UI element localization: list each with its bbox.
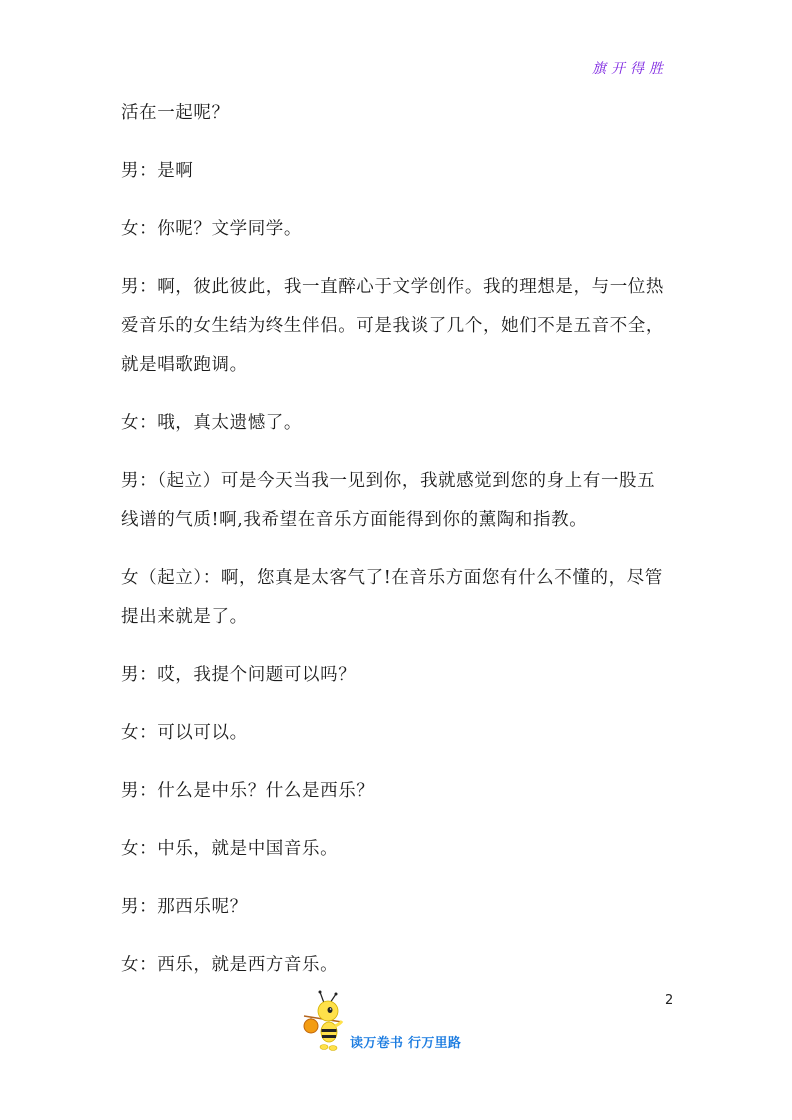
paragraph: 活在一起呢？ bbox=[121, 103, 230, 123]
paragraph: 女（起立）：啊，您真是太客气了!在音乐方面您有什么不懂的，尽管提出来就是了。 bbox=[121, 568, 663, 627]
paragraph: 女：中乐，就是中国音乐。 bbox=[121, 839, 339, 859]
paragraph: 女：西乐，就是西方音乐。 bbox=[121, 955, 339, 975]
document-body bbox=[121, 94, 673, 1004]
bee-mascot-icon bbox=[302, 990, 352, 1054]
paragraph: 男：（起立）可是今天当我一见到你，我就感觉到您的身上有一股五线谱的气质!啊,我希望在音乐方面能得到你的薰陶和指教。 bbox=[121, 471, 656, 530]
paragraph: 男：那西乐呢？ bbox=[121, 897, 248, 917]
paragraph: 男：哎，我提个问题可以吗？ bbox=[121, 665, 357, 685]
header-motto: 旗开得胜 bbox=[592, 61, 668, 77]
paragraph: 女：你呢？文学同学。 bbox=[121, 219, 302, 239]
paragraph: 女：哦，真太遗憾了。 bbox=[121, 413, 302, 433]
paragraph: 男：是啊 bbox=[121, 161, 194, 181]
paragraph: 男：啊，彼此彼此，我一直醉心于文学创作。我的理想是，与一位热爱音乐的女生结为终生伴侣。可是我谈了几个，她们不是五音不全，就是唱歌跑调。 bbox=[121, 277, 664, 375]
footer-logo bbox=[302, 990, 472, 1054]
page-number: 2 bbox=[665, 993, 674, 1008]
paragraph: 男：什么是中乐？什么是西乐？ bbox=[121, 781, 375, 801]
paragraph: 女：可以可以。 bbox=[121, 723, 248, 743]
footer-slogan: 读万卷书 行万里路 bbox=[350, 1036, 462, 1051]
